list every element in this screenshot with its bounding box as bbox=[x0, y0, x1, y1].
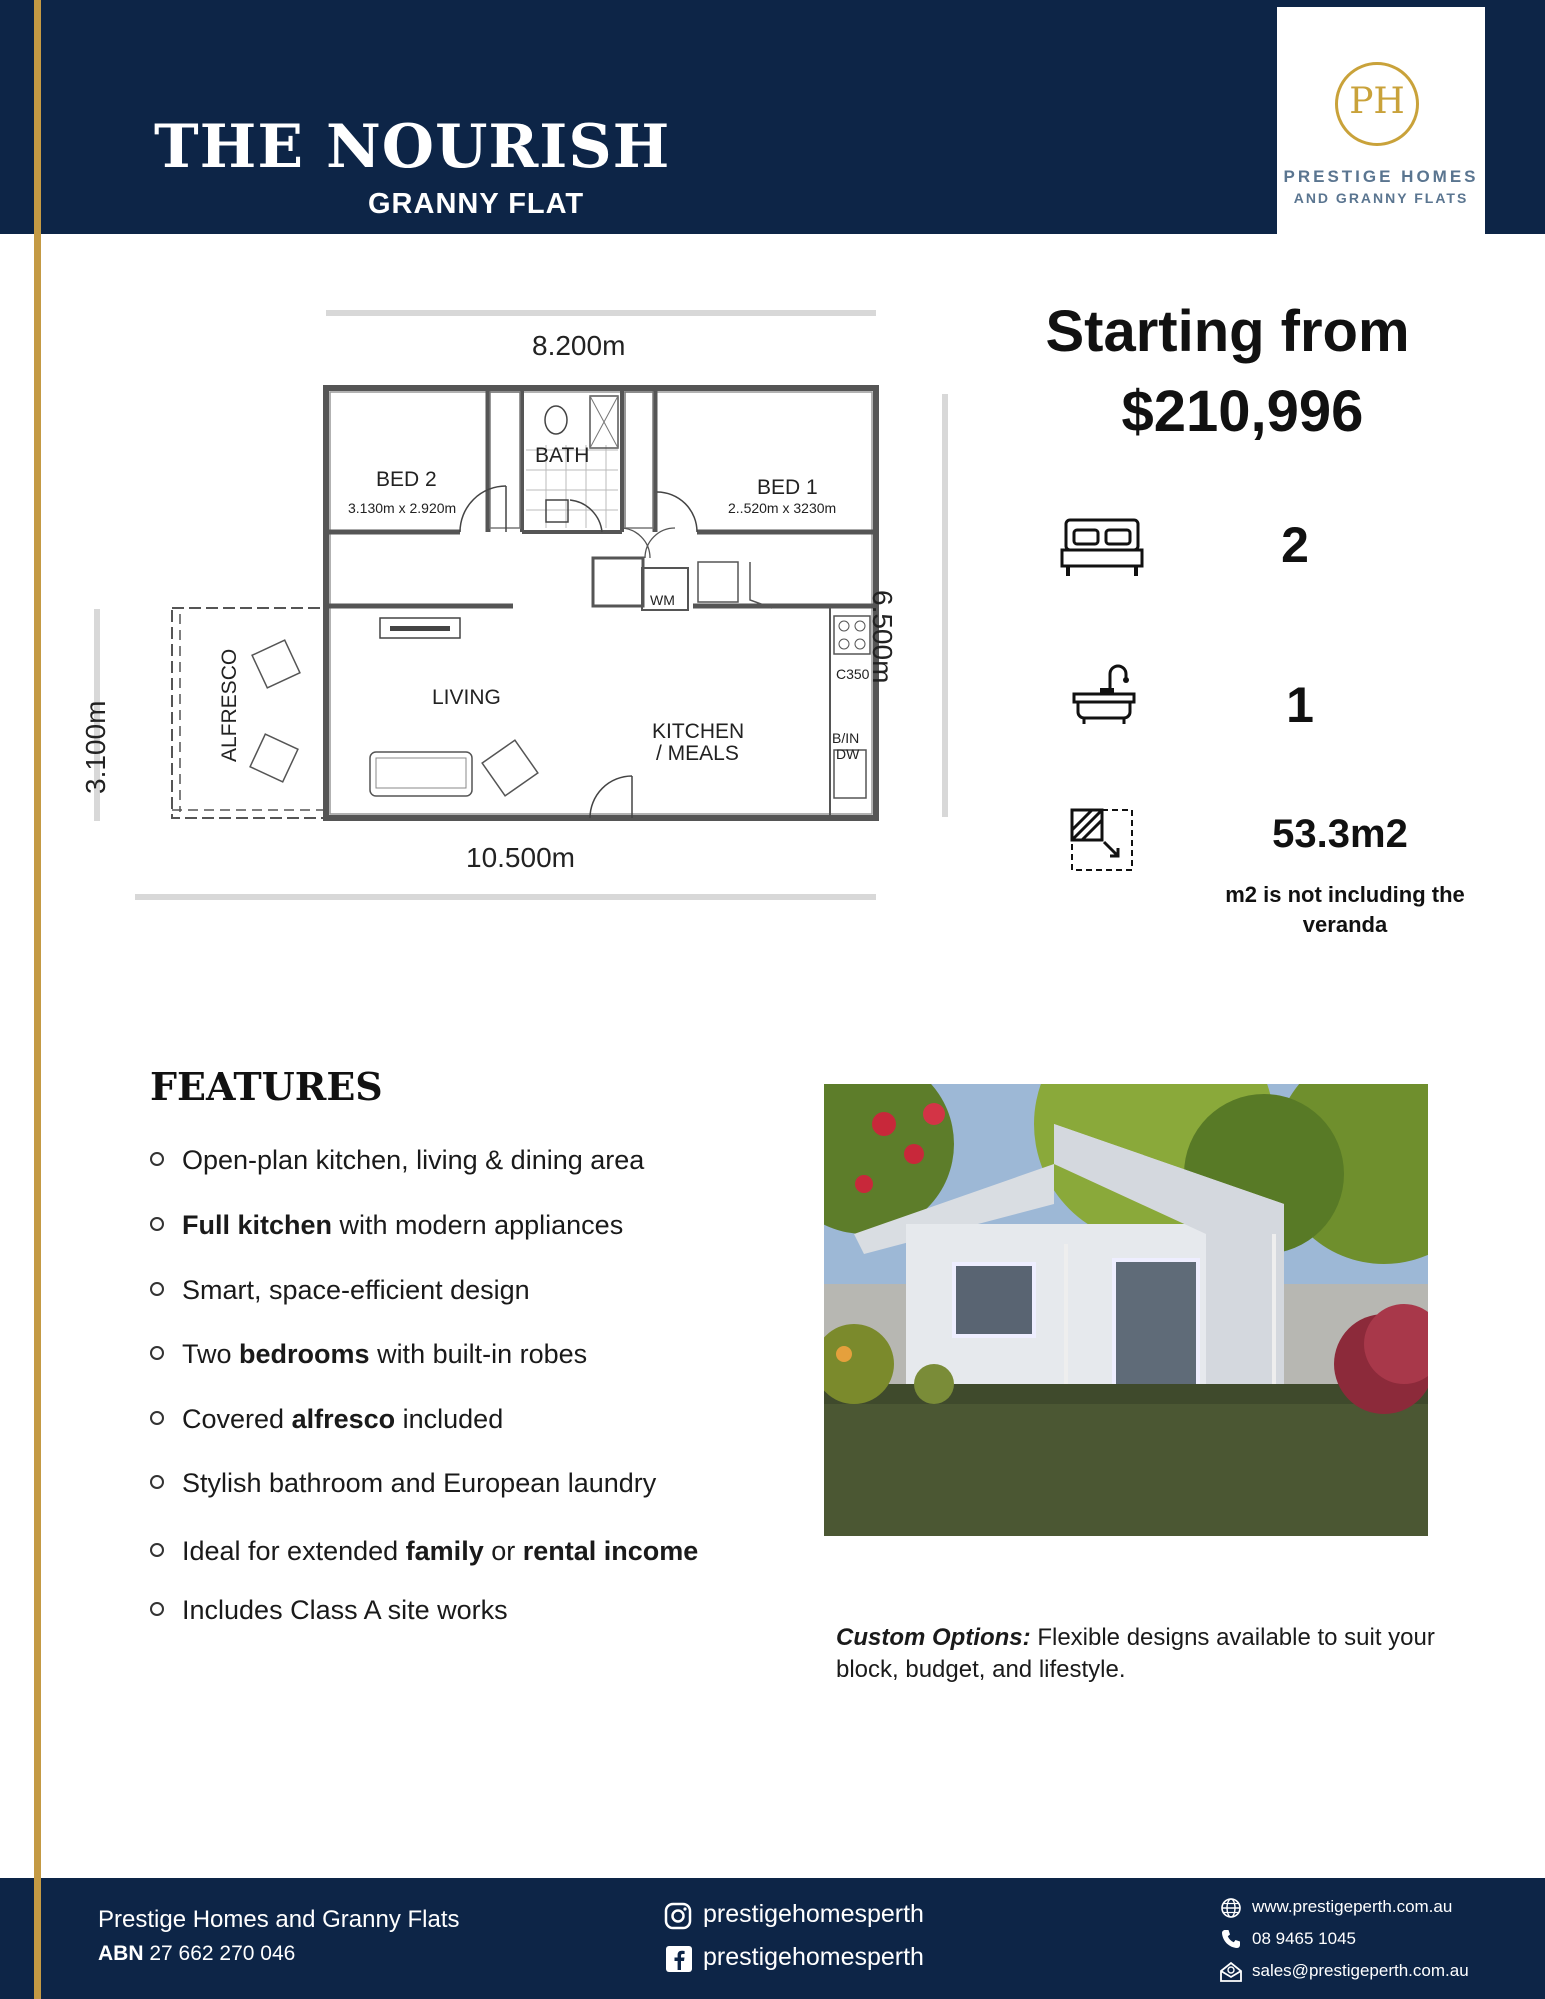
bullet-circle-icon bbox=[150, 1602, 164, 1616]
instagram-icon[interactable] bbox=[664, 1902, 692, 1930]
feature-item: Open-plan kitchen, living & dining area bbox=[150, 1145, 644, 1176]
facebook-handle-link[interactable]: prestigehomesperth bbox=[703, 1943, 924, 1971]
company-logo[interactable] bbox=[1277, 7, 1485, 234]
room-bath-label: BATH bbox=[535, 444, 590, 467]
website-link[interactable]: www.prestigeperth.com.au bbox=[1252, 1897, 1453, 1916]
feature-item: Two bedrooms with built-in robes bbox=[150, 1339, 587, 1370]
granny-flat-render-image bbox=[824, 1084, 1428, 1536]
page-subtitle: GRANNY FLAT bbox=[368, 188, 585, 220]
dimension-top: 8.200m bbox=[532, 330, 626, 361]
custom-options-note: Custom Options: Flexible designs available to suit your block, budget, and lifestyle. bbox=[836, 1624, 1435, 1683]
room-alfresco-label: ALFRESCO bbox=[218, 648, 241, 762]
footer-company-name: Prestige Homes and Granny Flats bbox=[98, 1906, 460, 1933]
footer bbox=[0, 1878, 1545, 1999]
bullet-circle-icon bbox=[150, 1152, 164, 1166]
dimension-bottom: 10.500m bbox=[466, 842, 575, 873]
floor-plan bbox=[80, 300, 950, 920]
logo-text-line2: AND GRANNY FLATS bbox=[1293, 190, 1469, 206]
dimension-right: 6.500m bbox=[867, 590, 898, 684]
feature-item: Full kitchen with modern appliances bbox=[150, 1210, 623, 1241]
kitchen-cooktop-label: C350 bbox=[836, 666, 870, 682]
floor-plan-drawing bbox=[90, 300, 950, 920]
globe-icon bbox=[1220, 1897, 1242, 1919]
price-value: $210,996 bbox=[1121, 379, 1364, 444]
area-icon bbox=[1070, 808, 1136, 874]
dimension-left: 3.100m bbox=[80, 700, 111, 794]
features-heading: FEATURES bbox=[150, 1064, 383, 1109]
phone-icon bbox=[1221, 1929, 1241, 1949]
floor-area: 53.3m2 bbox=[1272, 812, 1408, 856]
footer-abn: ABN 27 662 270 046 bbox=[98, 1942, 296, 1965]
kitchen-dw-label: DW bbox=[836, 746, 860, 762]
bedroom-count: 2 bbox=[1281, 517, 1309, 573]
gold-accent-rule bbox=[34, 0, 41, 1999]
email-icon bbox=[1219, 1961, 1243, 1983]
room-meals-label: / MEALS bbox=[656, 742, 739, 765]
feature-item: Stylish bathroom and European laundry bbox=[150, 1468, 656, 1499]
bullet-circle-icon bbox=[150, 1346, 164, 1360]
bullet-circle-icon bbox=[150, 1475, 164, 1489]
logo-text-line1: PRESTIGE HOMES bbox=[1283, 167, 1479, 186]
bullet-circle-icon bbox=[150, 1543, 164, 1557]
instagram-handle-link[interactable]: prestigehomesperth bbox=[703, 1900, 924, 1928]
laundry-wm-label: WM bbox=[650, 592, 675, 608]
feature-item: Smart, space-efficient design bbox=[150, 1275, 530, 1306]
kitchen-bin-label: B/IN bbox=[832, 730, 860, 746]
email-link[interactable]: sales@prestigeperth.com.au bbox=[1252, 1961, 1469, 1980]
bullet-circle-icon bbox=[150, 1411, 164, 1425]
page-title: THE NOURISH bbox=[154, 112, 671, 182]
prestige-homes-logo-icon: PH bbox=[1335, 62, 1419, 146]
bath-icon bbox=[1072, 660, 1138, 726]
price-heading: Starting from bbox=[1045, 299, 1410, 364]
area-note: m2 is not including the veranda bbox=[1225, 882, 1465, 937]
bathroom-count: 1 bbox=[1286, 677, 1314, 733]
facebook-icon[interactable] bbox=[666, 1946, 692, 1972]
phone-link[interactable]: 08 9465 1045 bbox=[1252, 1929, 1356, 1948]
room-bed1-label: BED 1 bbox=[757, 476, 818, 499]
bullet-circle-icon bbox=[150, 1282, 164, 1296]
room-bed2-size: 3.130m x 2.920m bbox=[348, 500, 457, 516]
bullet-circle-icon bbox=[150, 1217, 164, 1231]
bed-icon bbox=[1060, 516, 1144, 580]
feature-item: Covered alfresco included bbox=[150, 1404, 503, 1435]
feature-item: Ideal for extended family or rental income bbox=[150, 1536, 698, 1567]
room-bed2-label: BED 2 bbox=[376, 468, 437, 491]
header-banner bbox=[0, 0, 1545, 234]
room-kitchen-label: KITCHEN bbox=[652, 720, 745, 743]
room-living-label: LIVING bbox=[432, 686, 501, 709]
feature-item: Includes Class A site works bbox=[150, 1595, 508, 1626]
room-bed1-size: 2..520m x 3230m bbox=[728, 500, 837, 516]
